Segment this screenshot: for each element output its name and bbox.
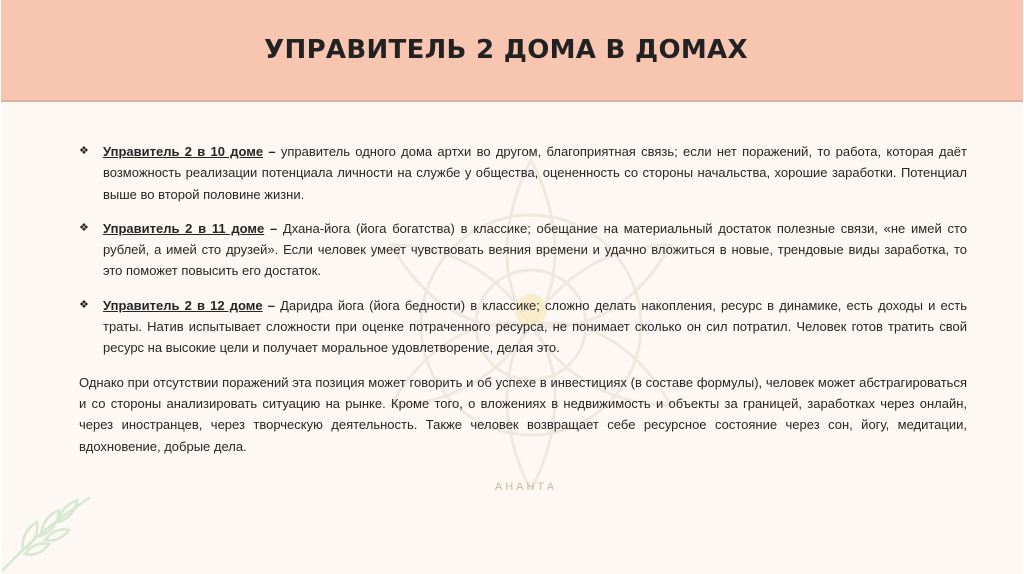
list-item	[79, 295, 967, 359]
list-item	[79, 218, 967, 282]
list-item-term: Управитель 2 в 12 доме	[103, 297, 263, 313]
watermark-label: АНАНТА	[494, 481, 558, 493]
slide	[1, 0, 1023, 574]
diamond-bullet-icon: ❖	[79, 221, 89, 234]
leaf-branch-icon	[1, 470, 101, 574]
list-item-term: Управитель 2 в 11 доме	[103, 220, 265, 236]
title-banner	[1, 0, 1023, 102]
summary-paragraph: Однако при отсутствии поражений эта позиция может говорить и об успехе в инвестициях (в составе формулы), человек может абстрагироваться и со стороны анализировать ситуацию на рынке. Кроме того, о вложениях в недвижимость и объекты за границей, заработках через онлайн, через иностранцев, через творческую деятельность. Также человек возвращает себе ресурсное состояние через сон, йогу, медитации, вдохновение, добрые дела.	[79, 374, 967, 454]
diamond-bullet-icon: ❖	[79, 298, 89, 311]
diamond-bullet-icon: ❖	[79, 145, 89, 157]
list-item	[79, 141, 967, 205]
list-item-dash: –	[264, 220, 283, 236]
slide-content	[79, 141, 967, 457]
list-item-term: Управитель 2 в 10 доме	[103, 144, 264, 159]
list-item-text: Даридра йога (йога бедности) в классике; сложно делать накопления, ресурс в динамике, есть доходы и есть траты. Натив испытывает сложности при оценке потраченного ресурса, не понимает сколько он сил потратил. Человек готов тратить свой ресурс на высокие цели и получает моральное удовлетворение, делая это.	[103, 297, 967, 356]
list-item-dash: –	[262, 297, 281, 313]
slide-title: УПРАВИТЕЛЬ 2 ДОМА В ДОМАХ	[264, 35, 748, 65]
list-item-dash: –	[263, 144, 281, 159]
list-item-text: Дхана-йога (йога богатства) в классике; обещание на материальный достаток полезные связи, «не имей сто рублей, а имей сто друзей». Если человек умеет чувствовать веяния времени и удачно вложиться в новые, трендовые виды заработка, то это поможет повысить его достаток.	[103, 220, 967, 279]
list-item-text: управитель одного дома артхи во другом, благоприятная связь; если нет поражений, то работа, которая даёт возможность реализации потенциала личности на службе у общества, оцененность со стороны начальства, хорошие заработки. Потенциал выше во второй половине жизни.	[103, 144, 967, 202]
